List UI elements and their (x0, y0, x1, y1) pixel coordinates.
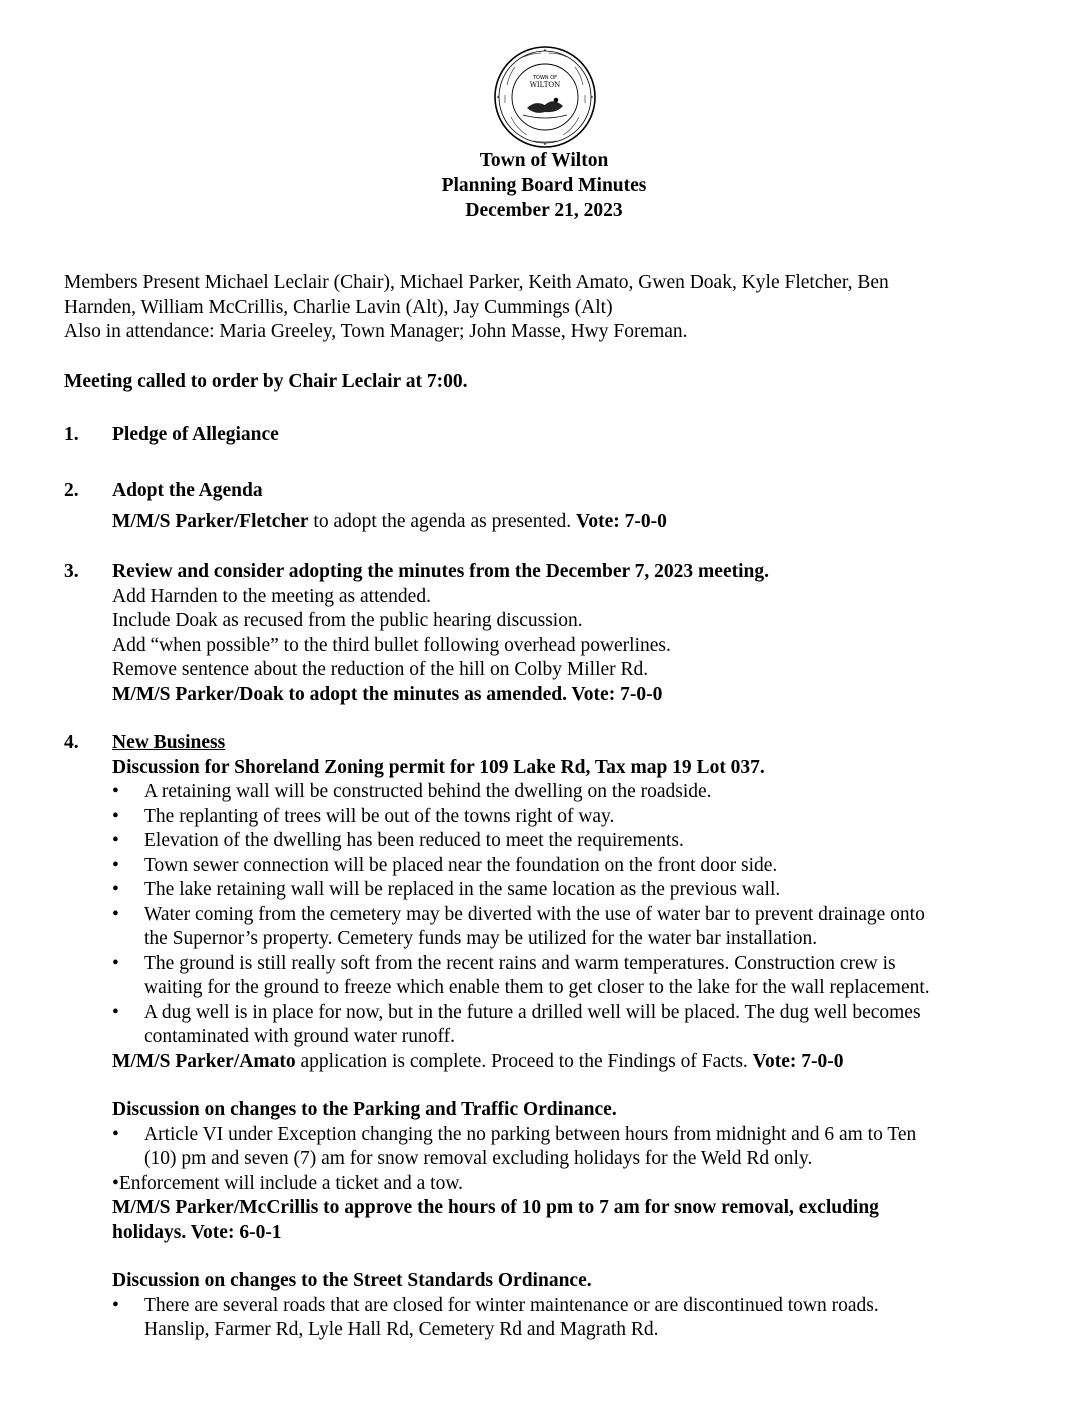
list-item: • The replanting of trees will be out of the towns right of way. (112, 805, 1012, 830)
item-4-section (112, 731, 1012, 1343)
item-2-motion (112, 510, 1012, 535)
list-item: • Article VI under Exception changing the no parking between hours from midnight and 6 am to Ten (10) pm and seven (7) am for snow removal excluding holidays for the Weld Rd only. (112, 1123, 917, 1169)
svg-text:TOWN OF: TOWN OF (532, 75, 558, 81)
shoreland-motion-movers: M/M/S Parker/Amato (112, 1050, 296, 1072)
list-item: • Water coming from the cemetery may be diverted with the use of water bar to prevent drainage onto the Supernor’s property. Cemetery funds may be utilized for the water bar installation. (112, 903, 925, 949)
list-item: • The lake retaining wall will be replaced in the same location as the previous wall. (112, 878, 1012, 903)
item-3-number: 3. (64, 561, 79, 582)
bullet-icon: • (112, 781, 119, 802)
item-3-line: Add “when possible” to the third bullet following overhead powerlines. (112, 634, 671, 656)
item-3-title: Review and consider adopting the minutes from the December 7, 2023 meeting. (112, 561, 769, 582)
list-item: • Elevation of the dwelling has been reduced to meet the requirements. (112, 829, 1012, 854)
bullet-icon: • (112, 830, 119, 851)
list-item: • Town sewer connection will be placed near the foundation on the front door side. (112, 854, 1012, 879)
svg-text:WILTON: WILTON (529, 81, 561, 89)
members-present-line2: Harnden, William McCrillis, Charlie Lavin (Alt), Jay Cummings (Alt) (64, 296, 613, 318)
item-2-vote: Vote: 7-0-0 (576, 510, 667, 532)
item-4-number: 4. (64, 732, 79, 753)
item-3-line: Remove sentence about the reduction of the hill on Colby Miller Rd. (112, 659, 649, 680)
list-item: • The ground is still really soft from the recent rains and warm temperatures. Construction crew is waiting for the ground to freeze which enable them to get closer to the lake for the wall replacement. (112, 952, 930, 998)
bullet-icon: • (112, 952, 119, 974)
shoreland-vote: Vote: 7-0-0 (752, 1050, 844, 1072)
call-to-order: Meeting called to order by Chair Leclair at 7:00. (64, 371, 468, 392)
item-2-title: Adopt the Agenda (112, 480, 263, 501)
bullet-icon: • (112, 1294, 119, 1316)
item-3-line: Include Doak as recused from the public hearing discussion. (112, 610, 583, 631)
parking-motion-line1: M/M/S Parker/McCrillis to approve the hours of 10 pm to 7 am for snow removal, excluding (112, 1197, 879, 1218)
town-name: Town of Wilton (479, 150, 609, 171)
list-item: • A dug well is in place for now, but in the future a drilled well will be placed. The dug well becomes contaminated with ground water runoff. (112, 1001, 921, 1047)
item-2-motion-movers: M/M/S Parker/Fletcher (112, 510, 309, 532)
item-3-motion: M/M/S Parker/Doak to adopt the minutes as amended. Vote: 7-0-0 (112, 683, 663, 705)
list-item: • A retaining wall will be constructed behind the dwelling on the roadside. (112, 780, 1012, 805)
board-title: Planning Board Minutes (441, 175, 647, 196)
parking-discussion-title: Discussion on changes to the Parking and Traffic Ordinance. (112, 1099, 617, 1120)
parking-motion-line2: holidays. Vote: 6-0-1 (112, 1221, 282, 1243)
list-item: •Enforcement will include a ticket and a tow. (112, 1172, 464, 1194)
members-present-line1: Members Present Michael Leclair (Chair), Michael Parker, Keith Amato, Gwen Doak, Kyle Fletcher, Ben (64, 272, 889, 293)
bullet-icon: • (112, 1001, 119, 1023)
also-in-attendance: Also in attendance: Maria Greeley, Town Manager; John Masse, Hwy Foreman. (64, 321, 688, 342)
item-3-section (112, 560, 1012, 707)
bullet-icon: • (112, 805, 119, 827)
item-1-number: 1. (64, 424, 79, 445)
bullet-icon: • (112, 903, 119, 925)
document-header (0, 148, 1088, 223)
item-1-title: Pledge of Allegiance (112, 424, 279, 445)
street-standards-discussion-title: Discussion on changes to the Street Standards Ordinance. (112, 1270, 592, 1291)
shoreland-discussion-title: Discussion for Shoreland Zoning permit for 109 Lake Rd, Tax map 19 Lot 037. (112, 756, 765, 778)
item-2-motion-text: to adopt the agenda as presented. (308, 510, 577, 532)
bullet-icon: • (112, 854, 119, 876)
item-4-title: New Business (112, 732, 226, 753)
bullet-icon: • (112, 879, 119, 900)
item-3-line: Add Harnden to the meeting as attended. (112, 585, 431, 607)
attendance-section (64, 271, 1024, 345)
shoreland-motion (112, 1050, 1012, 1075)
list-item: • There are several roads that are closed for winter maintenance or are discontinued town roads. Hanslip, Farmer Rd, Lyle Hall Rd, Cemetery Rd and Magrath Rd. (112, 1294, 879, 1340)
item-2-section (112, 479, 1012, 534)
item-2-number: 2. (64, 480, 79, 501)
town-seal-logo (493, 45, 597, 149)
bullet-icon: • (112, 1123, 119, 1145)
meeting-date: December 21, 2023 (465, 200, 623, 221)
shoreland-motion-text: application is complete. Proceed to the Findings of Facts. (295, 1050, 753, 1072)
